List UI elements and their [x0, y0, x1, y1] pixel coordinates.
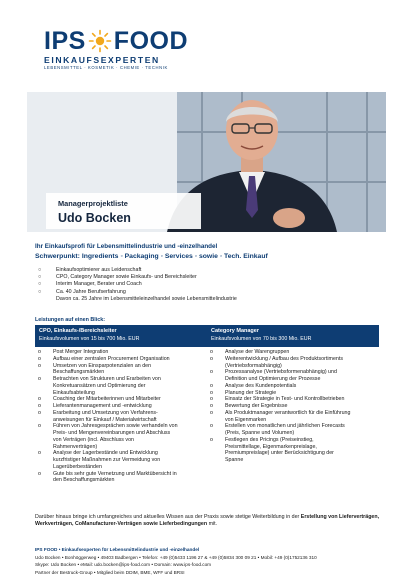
bullet-icon: o	[210, 436, 213, 443]
bullet-icon: ○	[38, 267, 42, 273]
table-header	[35, 325, 379, 347]
table-item: o Umsetzen von Einsparpotenzialen an den Beschaffungsmärkten	[38, 362, 152, 376]
table-item: o Weiterentwicklung / Aufbau des Produktsortiments (Vertriebsformabhängig)	[210, 355, 343, 369]
table-item: o Einsatz der Strategie in Test- und Kontrollbetrieben	[210, 396, 345, 403]
bullet-icon: o	[210, 396, 213, 403]
table-item: o Bewertung der Ergebnisse	[210, 403, 288, 409]
contact-memberships: Partner der Bestruck-Group • Mitglied beim DDIM, BME, WFF und BRSI	[35, 569, 185, 575]
services-heading: Leistungen auf einen Blick:	[35, 317, 106, 323]
bullet-icon: o	[210, 382, 213, 389]
contact-block	[35, 546, 385, 576]
table-item: o Als Produktmanager verantwortlich für die Einführung von Eigenmarken	[210, 409, 351, 423]
services-table	[35, 325, 379, 511]
contact-address: Udo Bocken • Bonhöggerweg • 49403 Badbergen • Telefon: +49 (0)5433 1196 27 & +49 (0)5834 300 09 21 • Mobil: +49 (0)1752136 310	[35, 554, 317, 560]
table-header-col2: Category Manager Einkaufsvolumen von 70 bis 300 Mio. EUR	[211, 328, 312, 342]
table-item: o Betrachten von Strukturen und Erarbeiten von Konkretuansätzen und Optimierung der Einkaufsabteilung	[38, 376, 161, 396]
table-item: o Analyse der Lagerbestände und Entwicklung kurzfristiger Maßnahmen zur Vermeidung von Lagerüberbeständen	[38, 450, 161, 470]
table-item: o Analyse des Kundenpotentials	[210, 382, 297, 389]
table-item: o Planung der Strategie	[210, 389, 277, 396]
bullet-icon: o	[210, 369, 213, 376]
bullet-icon: ○	[38, 288, 42, 295]
summary-paragraph: Darüber hinaus bringe ich umfangreiches und aktuelles Wissen aus der Praxis sowie stetige Weiterbildung in der Erstellung von Lieferverträgen, Werkverträgen, CoManufacturer-Verträgen sowie Lieferbedingungen mit.	[35, 514, 380, 528]
bullet-icon: o	[210, 409, 213, 416]
logo	[44, 28, 214, 74]
table-item: o Gute bis sehr gute Vernetzung und Marktübersicht in den Beschaffungsmärkten	[38, 470, 177, 484]
table-item: o Festlegen des Pricings (Preiseinstieg, Preismittellage, Eigenmarkenpreislage, Premiumpreislage) unter Berücksichtigung der Spanne	[210, 436, 334, 463]
contact-online: Skype: Udo Bocken • eMail: udo.bocken@ips-food.com • Domain: www.ips-food.com	[35, 562, 212, 568]
table-col1-list	[35, 347, 207, 484]
list-item: ○ Einkaufsoptimierer aus Leidenschaft	[38, 267, 142, 273]
bullet-icon: o	[38, 470, 41, 477]
list-item: ○ Ca. 40 Jahre Berufserfahrung	[38, 288, 126, 295]
bullet-icon: o	[38, 362, 41, 369]
table-item: o Prozessanalyse (Vertriebsformenabhängig) und Definition und Optimierung der Prozesse	[210, 369, 337, 382]
bullet-icon: o	[210, 389, 213, 396]
list-item-sub: Davon ca. 25 Jahre im Lebensmitteleinzelhandel sowie Lebensmittelindustrie	[56, 295, 237, 302]
bullet-icon: o	[210, 355, 213, 362]
table-item: o Analyse der Warengruppen	[210, 349, 290, 355]
bullet-icon: o	[38, 403, 41, 409]
bullet-icon: o	[38, 376, 41, 382]
bullet-icon: ○	[38, 274, 42, 281]
bullet-icon: o	[38, 355, 41, 362]
logo-subtitle: EINKAUFSEXPERTEN	[44, 55, 160, 65]
bullet-icon: o	[210, 403, 213, 409]
page-subtitle: Managerprojektliste	[58, 199, 128, 208]
person-name: Udo Bocken	[58, 211, 131, 225]
bullet-icon: o	[210, 349, 213, 355]
contact-company: IPS FOOD • Einkaufsexperten für Lebensmittelindustrie und -einzelhandel	[35, 547, 200, 552]
table-item: o Coaching der Mitarbeiterinnen und Mitarbeiter	[38, 396, 161, 403]
table-col2-list	[207, 347, 379, 484]
table-item: o Lieferantenmanagement und -entwicklung	[38, 403, 152, 409]
bullet-icon: o	[210, 423, 213, 430]
bullet-icon: ○	[38, 281, 42, 288]
bullet-icon: o	[38, 349, 41, 355]
list-item: ○ Interim Manager, Berater und Coach	[38, 281, 142, 288]
intro-headline: Ihr Einkaufsprofi für Lebensmittelindustrie und -einzelhandel	[35, 243, 218, 250]
intro-focus: Schwerpunkt: Ingredients ◦ Packaging ◦ Services ◦ sowie ◦ Tech. Einkauf	[35, 253, 268, 260]
table-item: o Führen von Jahresgesprächen sowie verhandeln von Preis- und Mengenvereinbarungen und Abschluss von Verträgen (incl. Abschluss von Rahmenverträgen)	[38, 423, 178, 450]
table-item: o Erarbeitung und Umsetzung von Verfahrens- anweisungen für Einkauf / Materialwirtschaft	[38, 409, 158, 423]
sun-icon	[88, 29, 112, 53]
bullet-icon: o	[38, 423, 41, 430]
table-item: o Post Merger Integration	[38, 349, 109, 355]
bullet-icon: o	[38, 396, 41, 403]
bullet-icon: o	[38, 409, 41, 416]
logo-subline: LEBENSMITTEL · KOSMETIK · CHEMIE · TECHNIK	[44, 65, 168, 70]
profile-list	[35, 267, 385, 303]
logo-ips-text: IPS	[44, 27, 86, 55]
table-item: o Erstellen von monatlichen und jährlichen Forecasts (Preis, Spanne und Volumen)	[210, 423, 345, 436]
table-header-col1: CPO, Einkaufs-/Bereichsleiter Einkaufsvolumen von 15 bis 700 Mio. EUR	[39, 328, 140, 342]
table-body	[35, 347, 379, 484]
bullet-icon: o	[38, 450, 41, 457]
logo-food-text: FOOD	[113, 27, 189, 55]
list-item: ○ CPO, Category Manager sowie Einkaufs- und Bereichsleiter	[38, 274, 197, 281]
table-item: o Aufbau einer zentralen Procurement Organisation	[38, 355, 170, 362]
